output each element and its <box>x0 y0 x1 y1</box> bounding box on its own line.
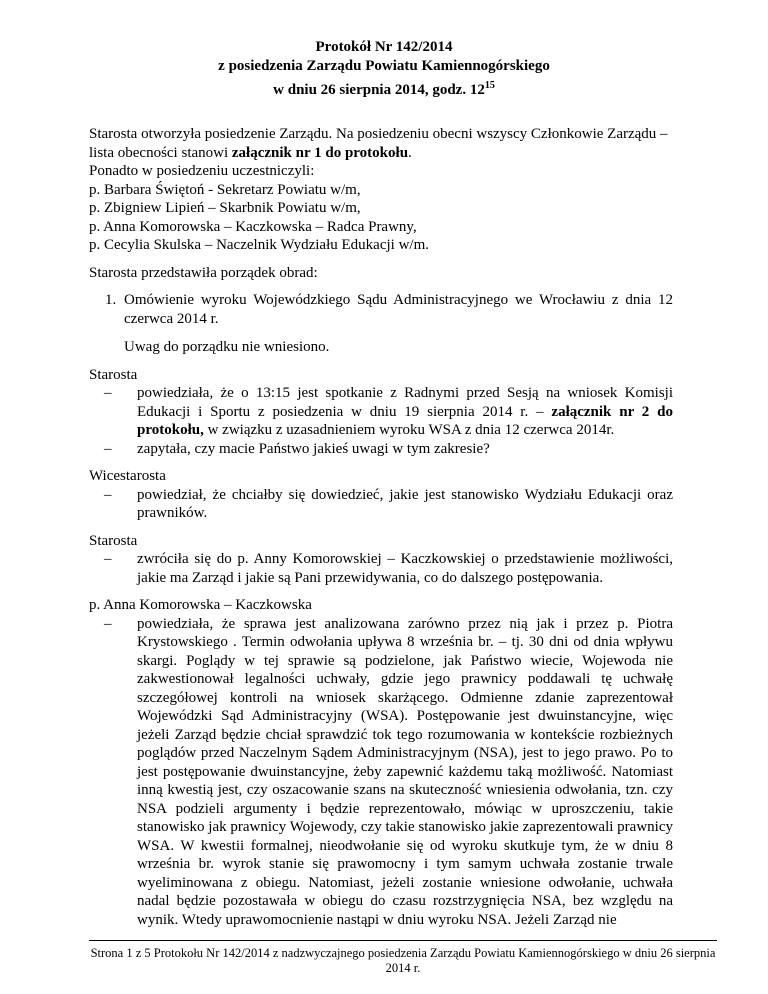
statement-item: – powiedział, że chciałby się dowiedzieć, jakie jest stanowisko Wydziału Edukacji oraz prawników. <box>120 486 673 523</box>
participants-heading: Ponadto w posiedzeniu uczestniczyli: <box>89 163 315 179</box>
agenda-list <box>89 291 673 328</box>
attachment-reference: załącznik nr 2 do protokołu, <box>137 403 673 438</box>
speaker-statements <box>89 384 673 458</box>
document-title: Protokół Nr 142/2014 <box>315 39 453 55</box>
speaker-statements <box>89 550 673 587</box>
footer-divider <box>89 940 717 941</box>
speaker-name: Starosta <box>89 532 138 549</box>
document-subtitle: z posiedzenia Zarządu Powiatu Kamiennogórskiego <box>218 58 550 74</box>
intro-block <box>89 125 673 255</box>
statement-item: – zwróciła się do p. Anny Komorowskiej – Kaczkowskiej o przedstawienie możliwości, jakie ma Zarząd i jakie są Pani przewidywania, co do dalszego postępowania. <box>120 550 673 587</box>
participant-line: p. Anna Komorowska – Kaczkowska – Radca Prawny, <box>89 218 417 235</box>
statement-item: – powiedziała, że sprawa jest analizowana zarówno przez nią jak i przez p. Piotra Krystowskiego . Termin odwołania upływa 8 września br. – tj. 30 dni od dnia wpływu skargi. Poglądy w tej sprawie są podzielone, jak Państwo wiecie, Wojewoda nie zakwestionował legalności uchwały, gdzie jego prawnicy poddawali tę uchwałę szczegółowej kontroli na wniosek skarżącego. Odmienne zdanie zaprezentował Wojewódzki Sąd Administracyjny (WSA). Postępowanie jest dwuinstancyjne, więc jeżeli Zarząd będzie chciał sprawdzić tok tego rozumowania w kontekście rozbieżnych poglądów przed Naczelnym Sądem Administracyjnym (NSA), jest to jego prawo. Po to jest postępowanie dwuinstancyjne, żeby zapewnić każdemu taką możliwość. Natomiast inną kwestią jest, czy oszacowanie szans na skuteczność wniesienia odwołania, tzn. czy NSA podzieli argumenty i będzie reprezentowało, mówiąc w uproszczeniu, takie stanowisko jak prawnicy Wojewody, czy takie stanowisko jakie zaprezentowali prawnicy WSA. W kwestii formalnej, nieodwołanie się od wyroku skutkuje tym, że w dniu 8 września br. wyrok stanie się prawomocny i tym samym uchwała zostanie trwale wyeliminowana z obiegu. Natomiast, jeżeli zostanie wniesione odwołanie, uchwała nadal będzie pozostawała w obiegu do czasu rozstrzygnięcia NSA, bez względu na wynik. Wtedy uprawomocnienie nastąpi w dniu wyroku NSA. Jeżeli Zarząd nie <box>120 615 673 930</box>
participant-line: p. Zbigniew Lipień – Skarbnik Powiatu w/m, <box>89 200 361 216</box>
speaker-name: Starosta <box>89 366 138 383</box>
agenda-item: 1. Omówienie wyroku Wojewódzkiego Sądu Administracyjnego we Wrocławiu z dnia 12 czerwca 2014 r. <box>120 291 673 328</box>
speaker-statements <box>89 486 673 523</box>
statement-item: – powiedziała, że o 13:15 jest spotkanie z Radnymi przed Sesją na wniosek Komisji Edukacji i Sportu z posiedzenia w dniu 19 sierpnia 2014 r. – załącznik nr 2 do protokołu, w związku z uzasadnieniem wyroku WSA z dnia 12 czerwca 2014r. <box>120 384 673 440</box>
agenda-intro: Starosta przedstawiła porządek obrad: <box>89 264 318 281</box>
time-superscript: 15 <box>484 80 495 91</box>
participant-line: p. Cecylia Skulska – Naczelnik Wydziału Edukacji w/m. <box>89 237 429 253</box>
attachment-reference: załącznik nr 1 do protokołu <box>231 144 409 161</box>
date-text: w dniu 26 sierpnia 2014, godz. 12 <box>273 82 485 98</box>
speaker-name: p. Anna Komorowska – Kaczkowska <box>89 597 312 613</box>
document-body <box>89 125 673 938</box>
document-date-line <box>0 76 768 100</box>
agenda-note: Uwag do porządku nie wniesiono. <box>124 339 330 355</box>
intro-paragraph: Starosta otworzyła posiedzenie Zarządu. Na posiedzeniu obecni wszyscy Członkowie Zarządu – lista obecności stanowi załącznik nr 1 do protokołu. <box>89 126 668 161</box>
page-footer: Strona 1 z 5 Protokołu Nr 142/2014 z nadzwyczajnego posiedzenia Zarządu Powiatu Kamiennogórskiego w dniu 26 sierpnia 2014 r. <box>90 946 716 975</box>
participant-line: p. Barbara Świętoń - Sekretarz Powiatu w/m, <box>89 181 361 198</box>
document-header <box>0 38 768 100</box>
speaker-name: Wicestarosta <box>89 468 166 484</box>
speaker-statements <box>89 615 673 930</box>
statement-item: – zapytała, czy macie Państwo jakieś uwagi w tym zakresie? <box>120 440 673 459</box>
